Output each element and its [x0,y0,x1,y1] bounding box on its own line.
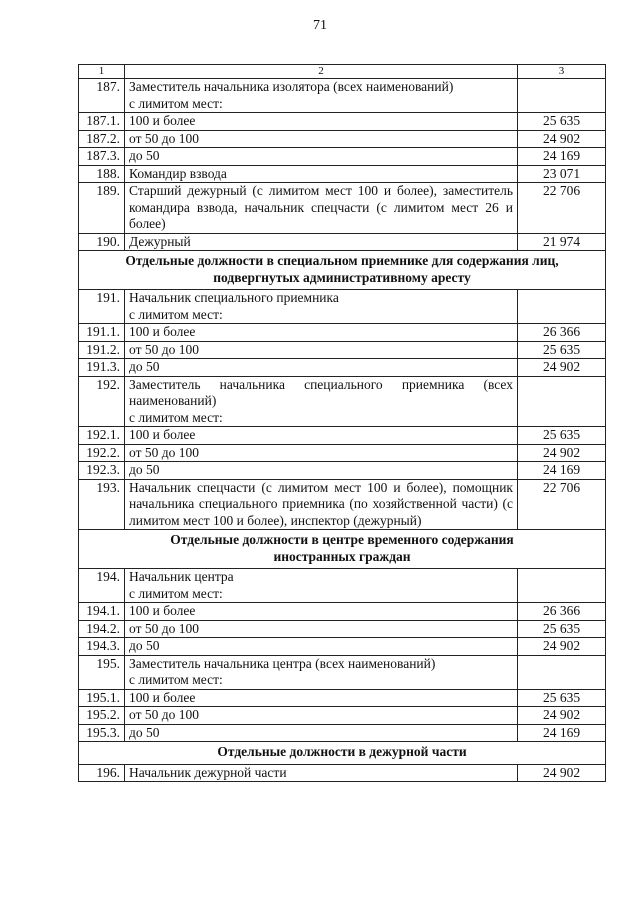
table-row [79,462,606,480]
row-number: 189. [79,183,125,234]
salary-value [518,655,606,689]
position-title-line: Командир взвода [129,165,227,181]
table-row [79,290,606,324]
position-title-line: 100 и более [129,603,196,618]
position-title-line: до 50 [129,724,160,740]
row-number: 192.1. [79,427,125,445]
section-title [79,742,606,765]
salary-value: 24 169 [518,148,606,166]
salary-value: 24 902 [518,444,606,462]
table-row [79,707,606,725]
section-title-line: подвергнутых административному аресту [213,269,471,285]
table-row [79,427,606,445]
position-title-line: 100 и более [129,427,196,442]
position-title [125,569,518,603]
salary-value: 25 635 [518,341,606,359]
row-number: 192. [79,376,125,427]
table-row [79,341,606,359]
row-number: 187.2. [79,130,125,148]
table-row [79,324,606,342]
salary-value [518,290,606,324]
table-row [79,479,606,530]
position-title-line: Старший дежурный (с лимитом мест 100 и более), заместитель командира взвода, начальник спецчасти (с лимитом мест 26 и более) [129,183,513,231]
row-number: 188. [79,165,125,183]
position-title [125,290,518,324]
salary-value: 22 706 [518,479,606,530]
position-title [125,638,518,656]
row-number: 192.3. [79,462,125,480]
position-title-line: от 50 до 100 [129,444,199,460]
row-number: 193. [79,479,125,530]
position-title-line: Заместитель начальника специального приемника (всех наименований) [129,376,513,408]
table-row [79,130,606,148]
page-number: 71 [313,18,327,33]
position-title [125,655,518,689]
salary-value: 24 902 [518,359,606,377]
position-title-line: 100 и более [129,324,196,339]
table-row [79,655,606,689]
table-row [79,79,606,113]
table-row [79,638,606,656]
position-title [125,620,518,638]
position-title [125,764,518,782]
position-title-line: Начальник дежурной части [129,764,287,780]
table-row [79,233,606,251]
position-title [125,444,518,462]
section-header-row [79,530,606,569]
salary-value: 22 706 [518,183,606,234]
header-col-2: 2 [125,65,518,79]
position-title-line: от 50 до 100 [129,341,199,357]
position-title-line: от 50 до 100 [129,620,199,636]
row-number: 194. [79,569,125,603]
salary-value: 25 635 [518,427,606,445]
salary-value: 24 902 [518,707,606,725]
table-row [79,148,606,166]
position-title-line: до 50 [129,462,160,477]
position-title-line: с лимитом мест: [129,672,223,687]
position-title-line: до 50 [129,148,160,163]
table-row [79,376,606,427]
section-header-row [79,742,606,765]
table-row [79,359,606,377]
row-number: 194.2. [79,620,125,638]
table-row [79,113,606,131]
salary-value: 24 902 [518,638,606,656]
position-title-line: Заместитель начальника изолятора (всех наименований) [129,79,454,94]
row-number: 195.2. [79,707,125,725]
table-row [79,724,606,742]
position-title-line: Начальник центра [129,569,234,584]
table-row [79,569,606,603]
table-row [79,444,606,462]
section-title-line: иностранных граждан [273,548,411,564]
position-title-line: от 50 до 100 [129,130,199,146]
position-title [125,724,518,742]
position-title [125,359,518,377]
position-title-line: 100 и более [129,689,196,705]
section-header-row [79,251,606,290]
row-number: 187.1. [79,113,125,131]
salary-value [518,569,606,603]
salary-value: 25 635 [518,689,606,707]
salary-value: 21 974 [518,233,606,251]
salary-value: 24 902 [518,764,606,782]
table-row [79,689,606,707]
salary-value: 26 366 [518,603,606,621]
position-title-line: Заместитель начальника центра (всех наименований) [129,655,436,671]
position-title [125,324,518,342]
row-number: 191.1. [79,324,125,342]
section-title-line: Отдельные должности в дежурной части [217,744,467,759]
position-title [125,603,518,621]
salary-value [518,79,606,113]
position-title-line: Начальник специального приемника [129,290,339,305]
position-title [125,148,518,166]
row-number: 194.3. [79,638,125,656]
position-title-line: 100 и более [129,113,196,128]
position-title-line: с лимитом мест: [129,409,223,425]
position-title-line: Начальник спецчасти (с лимитом мест 100 и более), помощник начальника специального приемника (по хозяйственной части) (с лимитом мест 100 и более), инспектор (дежурный) [129,479,513,528]
position-title [125,427,518,445]
salary-value: 26 366 [518,324,606,342]
row-number: 187.3. [79,148,125,166]
row-number: 187. [79,79,125,113]
section-title-line: Отдельные должности в специальном приемнике для содержания лиц, [125,253,559,268]
position-title [125,462,518,480]
position-title [125,233,518,251]
position-title [125,707,518,725]
position-title [125,130,518,148]
position-title [125,376,518,427]
position-title [125,689,518,707]
table-body [79,65,606,782]
row-number: 191. [79,290,125,324]
row-number: 195.3. [79,724,125,742]
salary-value: 25 635 [518,620,606,638]
salary-table [78,64,606,782]
table-row [79,603,606,621]
position-title [125,165,518,183]
section-title [79,251,606,290]
row-number: 195. [79,655,125,689]
table-header-row [79,65,606,79]
salary-value: 23 071 [518,165,606,183]
salary-value: 25 635 [518,113,606,131]
position-title [125,113,518,131]
row-number: 194.1. [79,603,125,621]
position-title-line: с лимитом мест: [129,95,223,111]
position-title-line: Дежурный [129,233,191,249]
row-number: 195.1. [79,689,125,707]
salary-value: 24 169 [518,462,606,480]
table-row [79,620,606,638]
row-number: 191.2. [79,341,125,359]
table-row [79,165,606,183]
position-title-line: до 50 [129,359,160,374]
salary-value: 24 169 [518,724,606,742]
row-number: 196. [79,764,125,782]
position-title [125,183,518,234]
table-row [79,183,606,234]
section-title-line: Отдельные должности в центре временного содержания [170,532,514,547]
position-title [125,79,518,113]
salary-value: 24 902 [518,130,606,148]
position-title [125,341,518,359]
position-title-line: с лимитом мест: [129,306,223,322]
header-col-3: 3 [518,65,606,79]
position-title-line: с лимитом мест: [129,585,223,601]
row-number: 191.3. [79,359,125,377]
header-col-1: 1 [79,65,125,79]
row-number: 190. [79,233,125,251]
position-title-line: от 50 до 100 [129,707,199,722]
table-row [79,764,606,782]
section-title [79,530,606,569]
row-number: 192.2. [79,444,125,462]
salary-value [518,376,606,427]
position-title-line: до 50 [129,638,160,653]
position-title [125,479,518,530]
